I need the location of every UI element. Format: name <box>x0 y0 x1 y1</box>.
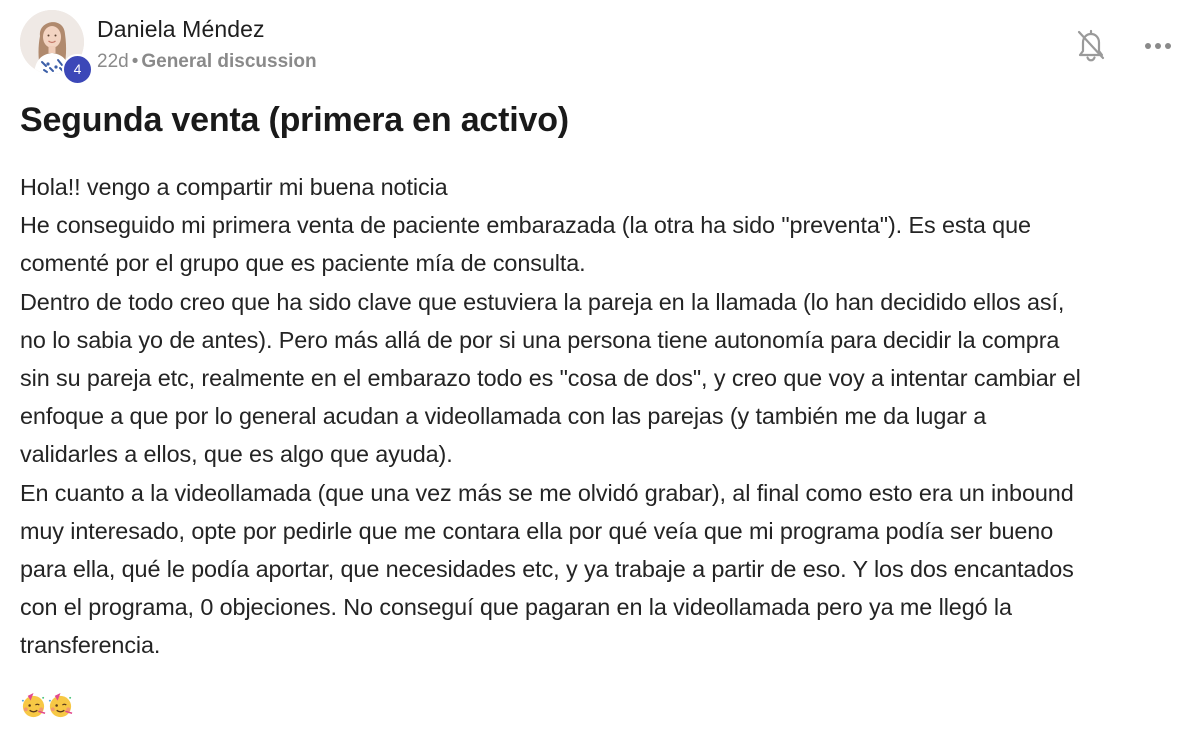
post-body-line: con el programa, 0 objeciones. No conseguí que pagaran en la videollamada pero ya me llegó la <box>20 594 1012 621</box>
more-options-button[interactable] <box>1140 32 1176 58</box>
post-meta <box>97 51 317 73</box>
notifications-toggle-button[interactable] <box>1076 28 1106 62</box>
author-avatar-wrap[interactable] <box>20 10 86 76</box>
post-body-line: Hola!! vengo a compartir mi buena noticia <box>20 174 448 200</box>
post-body-line: para ella, qué le podía aportar, que necesidades etc, y ya trabaje a partir de eso. Y los dos encantados <box>20 556 1074 583</box>
author-name[interactable]: Daniela Méndez <box>97 16 265 42</box>
post-body-line: transferencia. <box>20 632 161 659</box>
post-body-line: sin su pareja etc, realmente en el embarazo todo es "cosa de dos", y creo que voy a intentar cambiar el <box>20 365 1081 392</box>
post-body-line: En cuanto a la videollamada (que una vez más se me olvidó grabar), al final como esto era un inbound <box>20 479 1074 506</box>
post-header <box>20 10 1180 80</box>
post-body-line: Dentro de todo creo que ha sido clave que estuviera la pareja en la llamada (lo han decidido ellos así, <box>20 288 1065 315</box>
meta-separator: • <box>131 51 139 72</box>
post-body-line: muy interesado, opte por pedirle que me contara ella por qué veía que mi programa podía ser bueno <box>20 517 1054 544</box>
emoji-row <box>20 692 74 722</box>
level-badge: 4 <box>62 54 93 85</box>
partying-face-icon <box>20 692 47 719</box>
post-age: 22d <box>97 51 129 72</box>
post-body <box>20 168 1190 665</box>
post-body-line: He conseguido mi primera venta de paciente embarazada (la otra ha sido "preventa"). Es esta que <box>20 212 1031 239</box>
post-body-line: validarles a ellos, que es algo que ayuda). <box>20 441 453 468</box>
more-horizontal-icon <box>1140 32 1176 58</box>
bell-off-icon <box>1076 28 1106 62</box>
post-category-link[interactable]: General discussion <box>141 51 317 72</box>
post-body-line: no lo sabia yo de antes). Pero más allá de por si una persona tiene autonomía para decidir la compra <box>20 326 1060 353</box>
post-title: Segunda venta (primera en activo) <box>20 101 569 139</box>
post-body-line: enfoque a que por lo general acudan a videollamada con las parejas (y también me da lugar a <box>20 403 987 430</box>
partying-face-icon <box>47 692 74 719</box>
post-body-line: comenté por el grupo que es paciente mía de consulta. <box>20 250 586 277</box>
